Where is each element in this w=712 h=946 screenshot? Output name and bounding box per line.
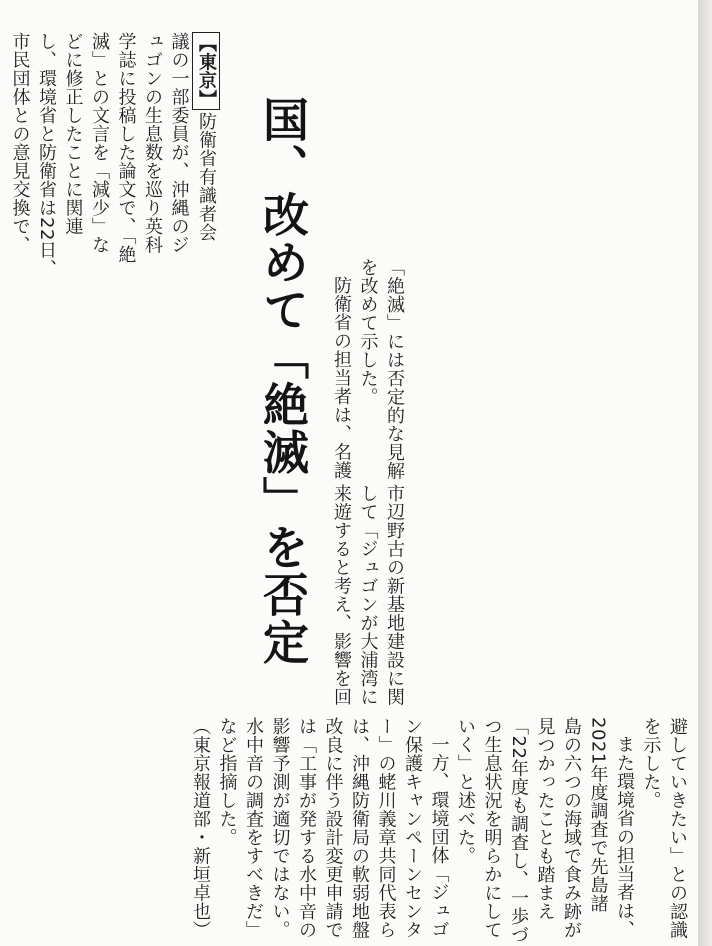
body-line: 市辺野古の新基地建設に関 <box>384 484 405 706</box>
body-line: また環境省の担当者は、 <box>614 735 635 939</box>
article-column-lead <box>6 32 220 278</box>
body-line: いく」と述べた。 <box>455 717 476 865</box>
page-edge-shadow <box>698 0 712 946</box>
body-line: 「22年度も調査し、一歩づ <box>508 717 529 945</box>
lead-line: どに修正したことに関連 <box>62 32 84 236</box>
article-headline: 国、改めて「絶滅」を否定 <box>256 96 310 666</box>
lead-line: 市民団体との意見交換で、 <box>9 32 31 254</box>
article-column-continued <box>187 717 691 944</box>
body-line: を改めて示した。 <box>357 258 379 406</box>
body-line: 「絶滅」には否定的な見解 <box>384 258 405 480</box>
lead-line: 学誌に投稿した論文で、「絶 <box>115 32 137 264</box>
body-line: 水中音の調査をすべきだ」 <box>243 717 264 939</box>
body-line: 見つかったことも踏まえ <box>534 717 556 921</box>
body-line: つ生息状況を明らかにして <box>481 717 503 939</box>
byline: （東京報道部・新垣卓也） <box>190 717 211 939</box>
body-line: ン保護キャンペーンセンタ <box>402 717 423 939</box>
article-column-lower <box>328 484 408 706</box>
body-line: 来遊すると考え、影響を回 <box>331 484 352 706</box>
body-line: 一方、環境団体「ジュゴ <box>428 735 450 939</box>
lead-line: 【東京】防衛省有識者会 <box>192 32 221 278</box>
body-line: など指摘した。 <box>216 717 238 847</box>
body-line: 避していきたい」との認識 <box>667 717 688 939</box>
body-line: して「ジュゴンが大浦湾に <box>357 484 379 706</box>
body-line: を示した。 <box>640 717 662 810</box>
body-line: 2021年度調査で先島諸 <box>587 717 609 913</box>
dateline: 【東京】 <box>192 32 221 110</box>
body-line: は「工事が発する水中音の <box>296 717 317 939</box>
body-line: 影響予測が適切ではない。 <box>269 717 291 939</box>
article-column-middle <box>328 258 408 480</box>
body-line: ー」の蛯川義章共同代表ら <box>375 717 397 939</box>
body-line: 島の六つの海域で食み跡が <box>561 717 582 939</box>
body-line: 改良に伴う設計変更申請で <box>322 717 344 939</box>
lead-line: 滅」との文言を「減少」な <box>89 32 110 254</box>
body-line: は、沖縄防衛局の軟弱地盤 <box>349 717 370 939</box>
body-line: 防衛省の担当者は、名護 <box>331 276 352 480</box>
lead-line: ュゴンの生息数を巡り英科 <box>142 32 163 254</box>
lead-line: し、環境省と防衛省は22日、 <box>36 32 57 278</box>
lead-line: 議の一部委員が、沖縄のジ <box>168 32 190 254</box>
